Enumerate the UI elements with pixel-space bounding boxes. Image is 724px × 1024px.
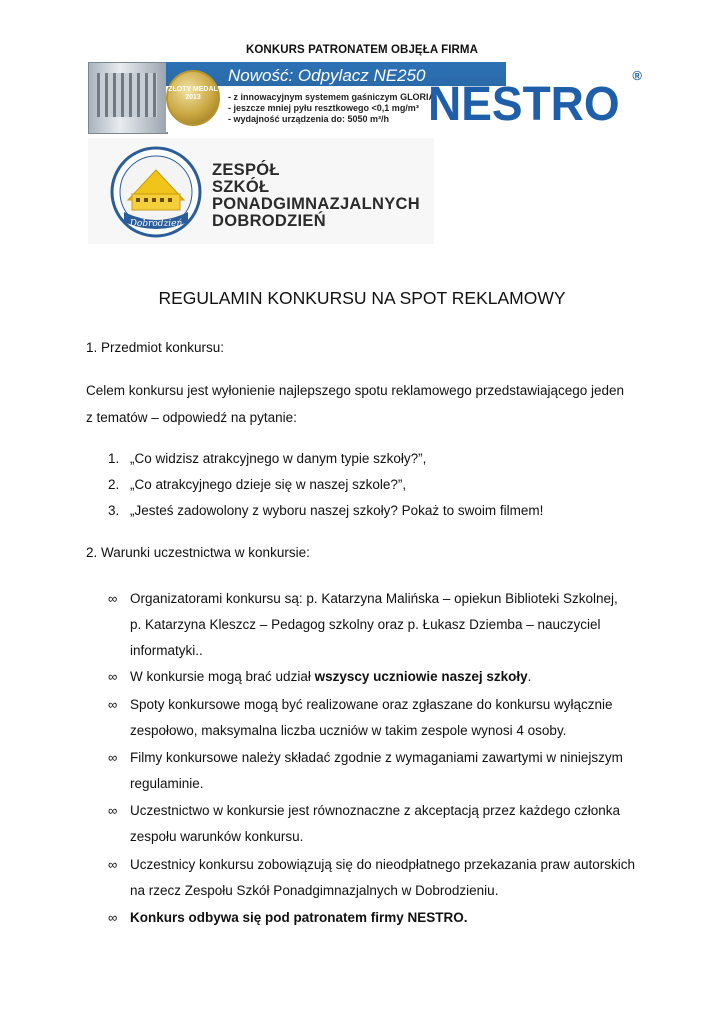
infinity-bullet-icon: ∞ xyxy=(108,910,118,925)
topic-number: 1. xyxy=(108,451,120,466)
registered-mark: ® xyxy=(632,68,642,83)
condition-emphasis: wszyscy uczniowie naszej szkoły xyxy=(314,669,528,684)
banner-bullets xyxy=(228,92,435,125)
condition-line: Spoty konkursowe mogą być realizowane oraz zgłaszane do konkursu wyłącznie xyxy=(130,697,613,712)
condition-line: zespołu warunków konkursu. xyxy=(130,829,304,844)
infinity-bullet-icon: ∞ xyxy=(108,750,118,765)
infinity-bullet-icon: ∞ xyxy=(108,591,118,606)
condition-text: . xyxy=(527,669,532,684)
infinity-bullet-icon: ∞ xyxy=(108,857,118,872)
banner-headline: Nowość: Odpylacz NE250 xyxy=(228,66,426,85)
nestro-banner xyxy=(88,62,642,132)
school-name-line: DOBRODZIEŃ xyxy=(212,212,326,230)
banner-bullet: - jeszcze mniej pyłu resztkowego <0,1 mg/m³ xyxy=(228,103,419,113)
condition-line: Organizatorami konkursu są: p. Katarzyna Malińska – opiekun Biblioteki Szkolnej, xyxy=(130,591,618,606)
topic-number: 3. xyxy=(108,503,120,518)
topic-text: „Co widzisz atrakcyjnego w danym typie szkoły?”, xyxy=(130,451,427,466)
school-name xyxy=(212,162,420,230)
banner-bullet: - z innowacyjnym systemem gaśniczym GLORIA xyxy=(228,92,436,102)
condition-line: na rzecz Zespołu Szkół Ponadgimnazjalnych w Dobrodzieniu. xyxy=(130,883,499,898)
infinity-bullet-icon: ∞ xyxy=(108,803,118,818)
topic-number: 2. xyxy=(108,477,120,492)
infinity-bullet-icon: ∞ xyxy=(108,697,118,712)
document-title: REGULAMIN KONKURSU NA SPOT REKLAMOWY xyxy=(158,288,566,308)
school-name-line: ZESPÓŁ xyxy=(212,161,280,179)
condition-line: zespołowo, maksymalna liczba uczniów w takim zespole wynosi 4 osoby. xyxy=(130,723,567,738)
section-1-heading: 1. Przedmiot konkursu: xyxy=(86,340,225,355)
school-name-line: PONADGIMNAZJALNYCH xyxy=(212,195,420,213)
condition-line: Filmy konkursowe należy składać zgodnie z wymaganiami zawartymi w niniejszym xyxy=(130,750,623,765)
condition-line: Uczestnictwo w konkursie jest równoznaczne z akceptacją przez każdego członka xyxy=(130,803,620,818)
topic-text: „Co atrakcyjnego dzieje się w naszej szkole?”, xyxy=(130,477,407,492)
condition-line: Uczestnicy konkursu zobowiązują się do nieodpłatnego przekazania praw autorskich xyxy=(130,857,636,872)
section-1-intro-line: z tematów – odpowiedź na pytanie: xyxy=(86,410,297,425)
condition-line xyxy=(130,669,531,684)
condition-line: regulaminie. xyxy=(130,776,204,791)
section-2-heading: 2. Warunki uczestnictwa w konkursie: xyxy=(86,545,310,560)
condition-line: p. Katarzyna Kleszcz – Pedagog szkolny oraz p. Łukasz Dziemba – nauczyciel xyxy=(130,617,601,632)
nestro-logo: NESTRO xyxy=(428,75,620,131)
section-1-intro-line: Celem konkursu jest wyłonienie najlepszego spotu reklamowego przedstawiającego jeden xyxy=(86,383,625,398)
dust-collector-image xyxy=(88,62,168,134)
banner-bullet: - wydajność urządzenia do: 5050 m³/h xyxy=(228,114,390,124)
condition-line: informatyki.. xyxy=(130,643,203,658)
school-emblem-icon xyxy=(106,144,206,240)
school-logo xyxy=(88,138,434,244)
emblem-text: Dobrodzień xyxy=(129,219,183,229)
topic-text: „Jesteś zadowolony z wyboru naszej szkoły? Pokaż to swoim filmem! xyxy=(130,503,544,518)
condition-text: W konkursie mogą brać udział xyxy=(130,669,315,684)
gold-medal-badge: ZŁOTY MEDAL 2013 xyxy=(166,70,220,126)
patronage-statement: Konkurs odbywa się pod patronatem firmy NESTRO. xyxy=(130,910,468,925)
school-name-line: SZKÓŁ xyxy=(212,178,270,196)
infinity-bullet-icon: ∞ xyxy=(108,669,118,684)
sponsor-header: KONKURS PATRONATEM OBJĘŁA FIRMA xyxy=(245,44,479,56)
